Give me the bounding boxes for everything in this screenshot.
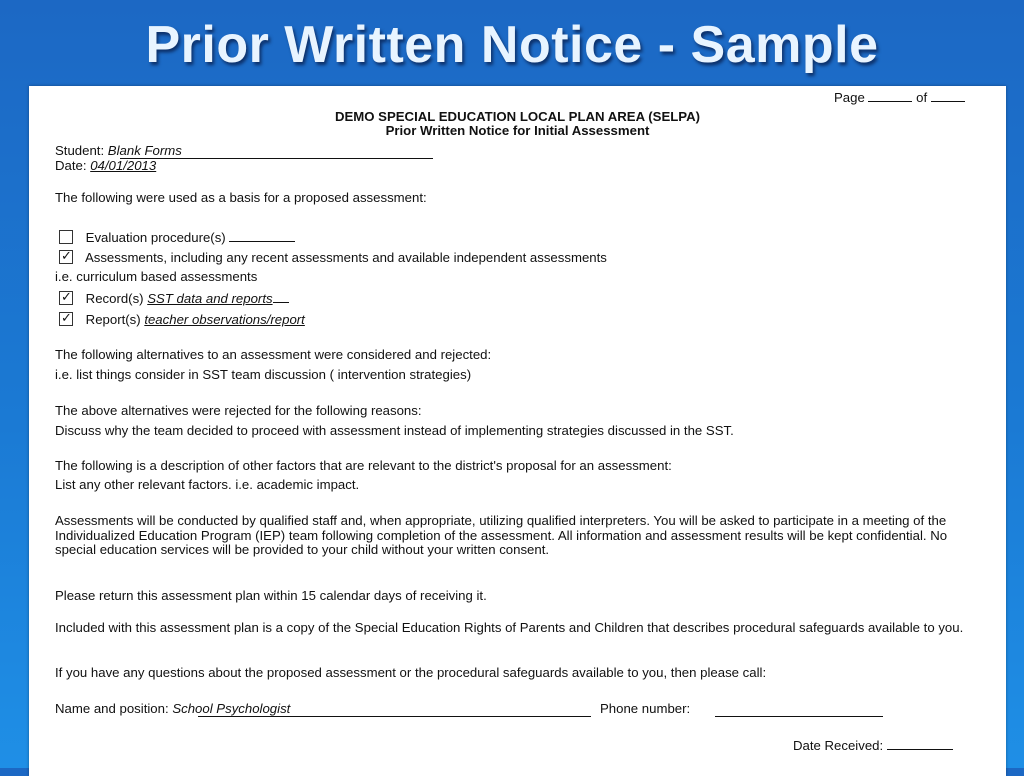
student-field xyxy=(55,143,182,159)
check-mark-icon: ✓ xyxy=(61,310,72,325)
name-position-label: Name and position: xyxy=(55,701,169,716)
phone-field xyxy=(600,701,690,717)
check-mark-icon: ✓ xyxy=(61,248,72,263)
form-header-title: Prior Written Notice for Initial Assessment xyxy=(385,123,650,138)
page-number-field xyxy=(834,89,965,106)
evaluation-checkbox[interactable] xyxy=(59,230,73,244)
date-value[interactable]: 04/01/2013 xyxy=(90,158,157,173)
records-value[interactable]: SST data and reports xyxy=(147,291,273,306)
assessments-checkbox[interactable] xyxy=(59,250,73,264)
records-checkbox[interactable] xyxy=(59,291,73,305)
date-received-field xyxy=(793,737,953,754)
alternatives-text: i.e. list things consider in SST team discussion ( intervention strategies) xyxy=(55,367,472,382)
checkbox-row-records xyxy=(59,290,289,307)
phone-blank[interactable] xyxy=(715,716,883,717)
reports-value[interactable]: teacher observations/report xyxy=(144,312,305,327)
date-label: Date: xyxy=(55,158,87,173)
alternatives-heading: The following alternatives to an assessment were considered and rejected: xyxy=(55,347,492,362)
return-text: Please return this assessment plan within 15 calendar days of receiving it. xyxy=(55,588,487,603)
date-field xyxy=(55,158,156,174)
phone-label: Phone number: xyxy=(600,701,691,716)
evaluation-blank[interactable] xyxy=(229,229,295,242)
student-value[interactable]: Blank Forms xyxy=(107,143,182,158)
checkbox-row-evaluation xyxy=(59,229,295,246)
conduct-paragraph: Assessments will be conducted by qualified staff and, when appropriate, utilizing qualified interpreters. You will be asked to participate in a meeting of the Individualized Education Program (IEP) team following completion of the assessment. All information and assessment results will be kept confidential. No special education services will be provided to your child without your written consent. xyxy=(55,513,948,557)
rights-paragraph: Included with this assessment plan is a copy of the Special Education Rights of Parents and Children that describes procedural safeguards available to you. xyxy=(55,620,964,635)
records-blank xyxy=(273,290,289,303)
check-mark-icon: ✓ xyxy=(61,289,72,304)
name-position-field xyxy=(55,701,290,717)
page-label: Page xyxy=(834,90,865,105)
date-received-label: Date Received: xyxy=(793,738,884,753)
form-header-agency: DEMO SPECIAL EDUCATION LOCAL PLAN AREA (SELPA) xyxy=(334,109,701,124)
checkbox-row-assessments xyxy=(59,250,607,266)
reasons-heading: The above alternatives were rejected for the following reasons: xyxy=(55,403,422,418)
name-position-value[interactable]: School Psychologist xyxy=(172,701,291,716)
form-document xyxy=(29,86,1006,776)
student-label: Student: xyxy=(55,143,105,158)
basis-intro: The following were used as a basis for a proposed assessment: xyxy=(55,190,427,205)
page-number-blank[interactable] xyxy=(868,89,912,102)
reports-checkbox[interactable] xyxy=(59,312,73,326)
reasons-text: Discuss why the team decided to proceed with assessment instead of implementing strategies discussed in the SST. xyxy=(55,423,734,438)
factors-text: List any other relevant factors. i.e. academic impact. xyxy=(55,477,360,492)
evaluation-label: Evaluation procedure(s) xyxy=(85,230,226,245)
page-total-blank[interactable] xyxy=(931,89,965,102)
questions-text: If you have any questions about the proposed assessment or the procedural safeguards available to you, then please call: xyxy=(55,665,767,680)
name-position-underline xyxy=(198,716,591,717)
factors-heading: The following is a description of other factors that are relevant to the district's proposal for an assessment: xyxy=(55,458,672,473)
reports-label: Report(s) xyxy=(85,312,141,327)
records-label: Record(s) xyxy=(85,291,144,306)
checkbox-row-reports xyxy=(59,312,305,328)
student-underline xyxy=(120,158,433,159)
slide-title: Prior Written Notice - Sample xyxy=(145,16,879,74)
assessments-note: i.e. curriculum based assessments xyxy=(55,269,258,284)
assessments-label: Assessments, including any recent assessments and available independent assessments xyxy=(84,250,607,265)
date-received-blank[interactable] xyxy=(887,737,953,750)
of-label: of xyxy=(916,90,928,105)
